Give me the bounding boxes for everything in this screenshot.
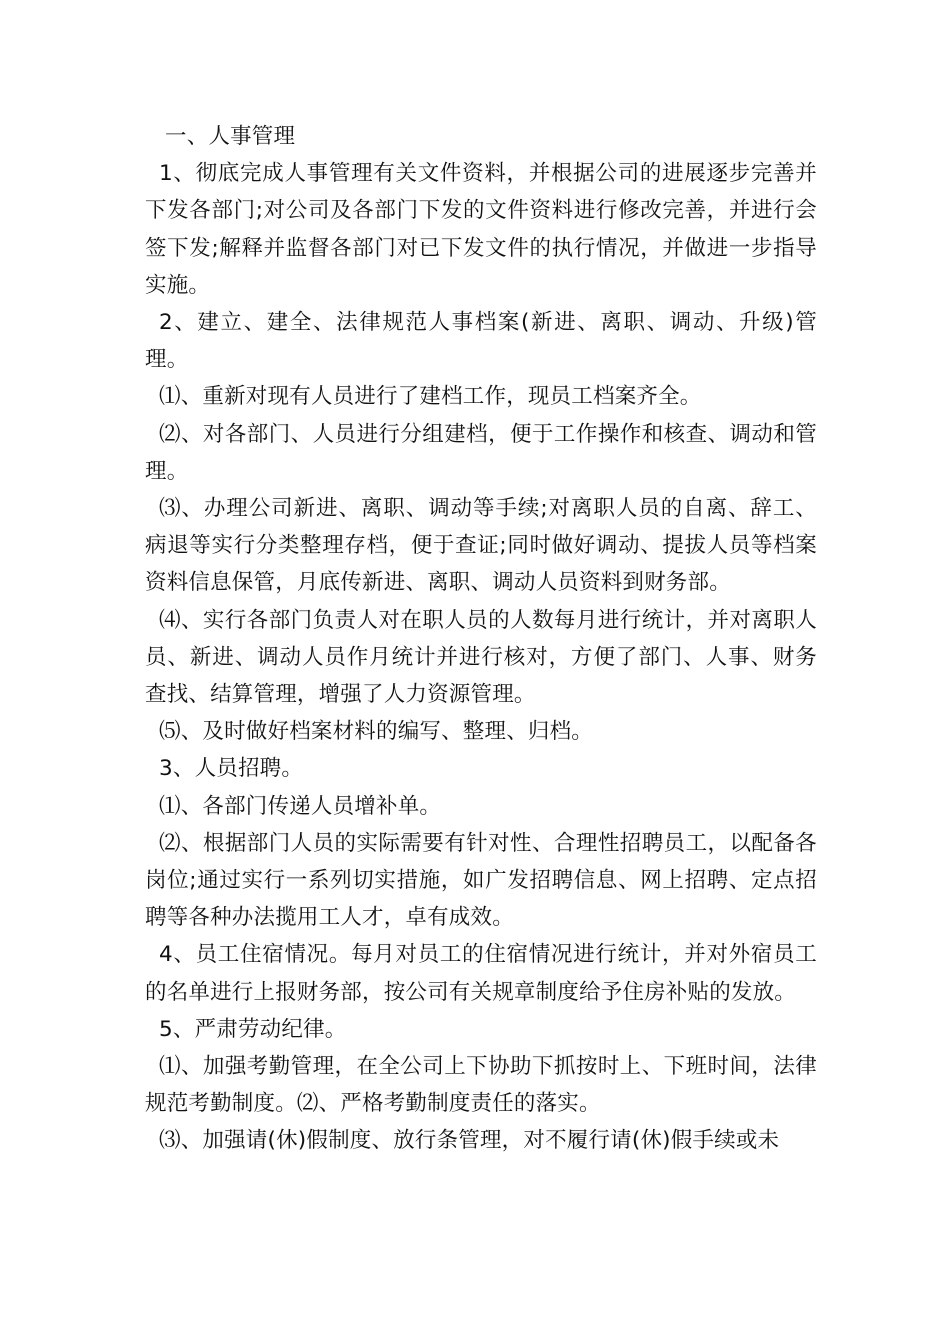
paragraph-item-5-3: ⑶、加强请(休)假制度、放行条管理，对不履行请(休)假手续或未 xyxy=(159,1128,780,1154)
paragraph-item-3-1: ⑴、各部门传递人员增补单。 xyxy=(159,793,442,819)
paragraph-item-2-5: ⑸、及时做好档案材料的编写、整理、归档。 xyxy=(159,719,594,745)
paragraph-item-3: 3、人员招聘。 xyxy=(159,756,304,782)
document-body xyxy=(145,118,817,1160)
paragraph-item-2-3: ⑶、办理公司新进、离职、调动等手续;对离职人员的自离、辞工、病退等实行分类整理存档，便于查证;同时做好调动、提拔人员等档案资料信息保管，月底传新进、离职、调动人员资料到财务部。 xyxy=(145,496,817,596)
paragraph-item-5: 5、严肃劳动纪律。 xyxy=(159,1016,347,1042)
paragraph-item-3-2: ⑵、根据部门人员的实际需要有针对性、合理性招聘员工，以配备各岗位;通过实行一系列切实措施，如广发招聘信息、网上招聘、定点招聘等各种办法揽用工人才，卓有成效。 xyxy=(145,830,817,931)
paragraph-item-2-4: ⑷、实行各部门负责人对在职人员的人数每月进行统计，并对离职人员、新进、调动人员作月统计并进行核对，方便了部门、人事、财务查找、结算管理，增强了人力资源管理。 xyxy=(145,607,817,708)
paragraph-item-2: 2、建立、建全、法律规范人事档案(新进、离职、调动、升级)管理。 xyxy=(145,310,817,373)
paragraph-item-2-2: ⑵、对各部门、人员进行分组建档，便于工作操作和核查、调动和管理。 xyxy=(145,421,817,484)
paragraph-item-5-1: ⑴、加强考勤管理，在全公司上下协助下抓按时上、下班时间，法律规范考勤制度。⑵、严格考勤制度责任的落实。 xyxy=(145,1054,817,1117)
paragraph-item-4: 4、员工住宿情况。每月对员工的住宿情况进行统计，并对外宿员工的名单进行上报财务部，按公司有关规章制度给予住房补贴的发放。 xyxy=(145,942,817,1005)
paragraph-item-1: 1、彻底完成人事管理有关文件资料，并根据公司的进展逐步完善并下发各部门;对公司及各部门下发的文件资料进行修改完善，并进行会签下发;解释并监督各部门对已下发文件的执行情况，并做进一步指导实施。 xyxy=(145,161,817,298)
paragraph-item-2-1: ⑴、重新对现有人员进行了建档工作，现员工档案齐全。 xyxy=(159,384,702,410)
section-heading: 一、人事管理 xyxy=(165,124,296,149)
